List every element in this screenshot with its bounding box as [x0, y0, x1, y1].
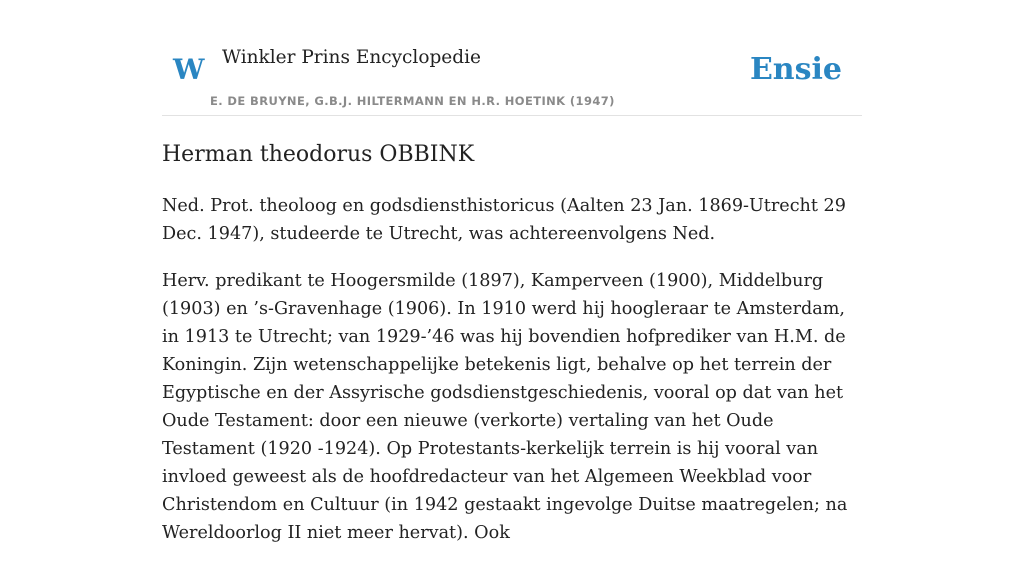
source-authors: E. DE BRUYNE, G.B.J. HILTERMANN EN H.R. HOETINK (1947): [210, 94, 615, 108]
brand-logo-link[interactable]: Ensie: [749, 52, 842, 87]
entry-paragraph: Herv. predikant te Hoogersmilde (1897), Kamperveen (1900), Middelburg (1903) en ’s-Gravenhage (1906). In 1910 werd hij hoogleraar te Amsterdam, in 1913 te Utrecht; van 1929-’46 was hij bovendien hofprediker van H.M. de Koningin. Zijn wetenschappelijke betekenis ligt, behalve op het terrein der Egyptische en der Assyrische godsdienstgeschiedenis, vooral op dat van het Oude Testament: door een nieuwe (verkorte) vertaling van het Oude Testament (1920 -1924). Op Protestants-kerkelijk terrein is hij vooral van invloed geweest als de hoofdredacteur van het Algemeen Weekblad voor Christendom en Cultuur (in 1942 gestaakt ingevolge Duitse maatregelen; na Wereldoorlog II niet meer hervat). Ook: [162, 271, 848, 543]
entry-title: Herman theodorus OBBINK: [162, 142, 475, 167]
source-header: [162, 40, 862, 116]
entry-paragraph: Ned. Prot. theoloog en godsdiensthistoricus (Aalten 23 Jan. 1869-Utrecht 29 Dec. 1947), studeerde te Utrecht, was achtereenvolgens Ned.: [162, 196, 846, 244]
source-title[interactable]: Winkler Prins Encyclopedie: [222, 47, 481, 68]
entry-body: [162, 192, 864, 566]
source-logo[interactable]: W: [173, 53, 205, 86]
